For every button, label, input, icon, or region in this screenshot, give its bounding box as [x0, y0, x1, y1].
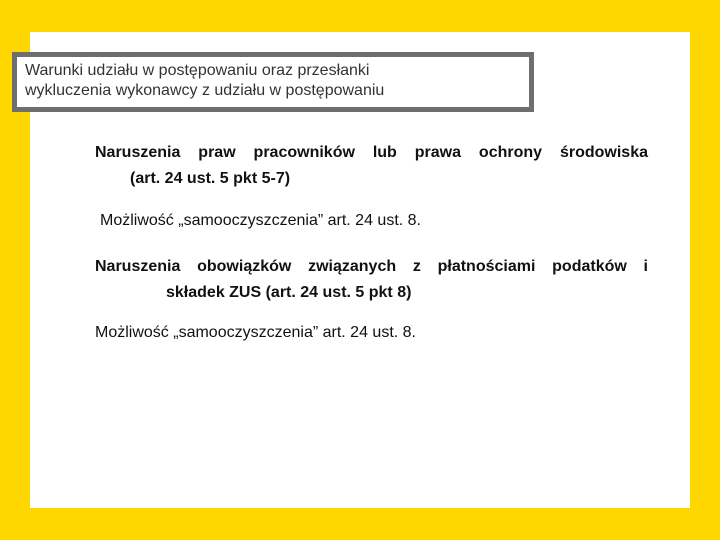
- item-3-line-2: składek ZUS (art. 24 ust. 5 pkt 8): [166, 284, 412, 301]
- item-2-line-1: Możliwość „samooczyszczenia” art. 24 ust. 8.: [100, 212, 421, 229]
- title-line-2: wykluczenia wykonawcy z udziału w postępowaniu: [25, 82, 385, 99]
- item-1-line-1: Naruszenia praw pracowników lub prawa ochrony środowiska: [95, 144, 648, 161]
- title-box: [12, 52, 534, 112]
- item-3-line-1: Naruszenia obowiązków związanych z płatnościami podatków i: [95, 258, 648, 275]
- item-4-line-1: Możliwość „samooczyszczenia” art. 24 ust. 8.: [95, 324, 416, 341]
- title-line-1: Warunki udziału w postępowaniu oraz przesłanki: [25, 62, 370, 79]
- item-1-line-2: (art. 24 ust. 5 pkt 5-7): [130, 170, 291, 187]
